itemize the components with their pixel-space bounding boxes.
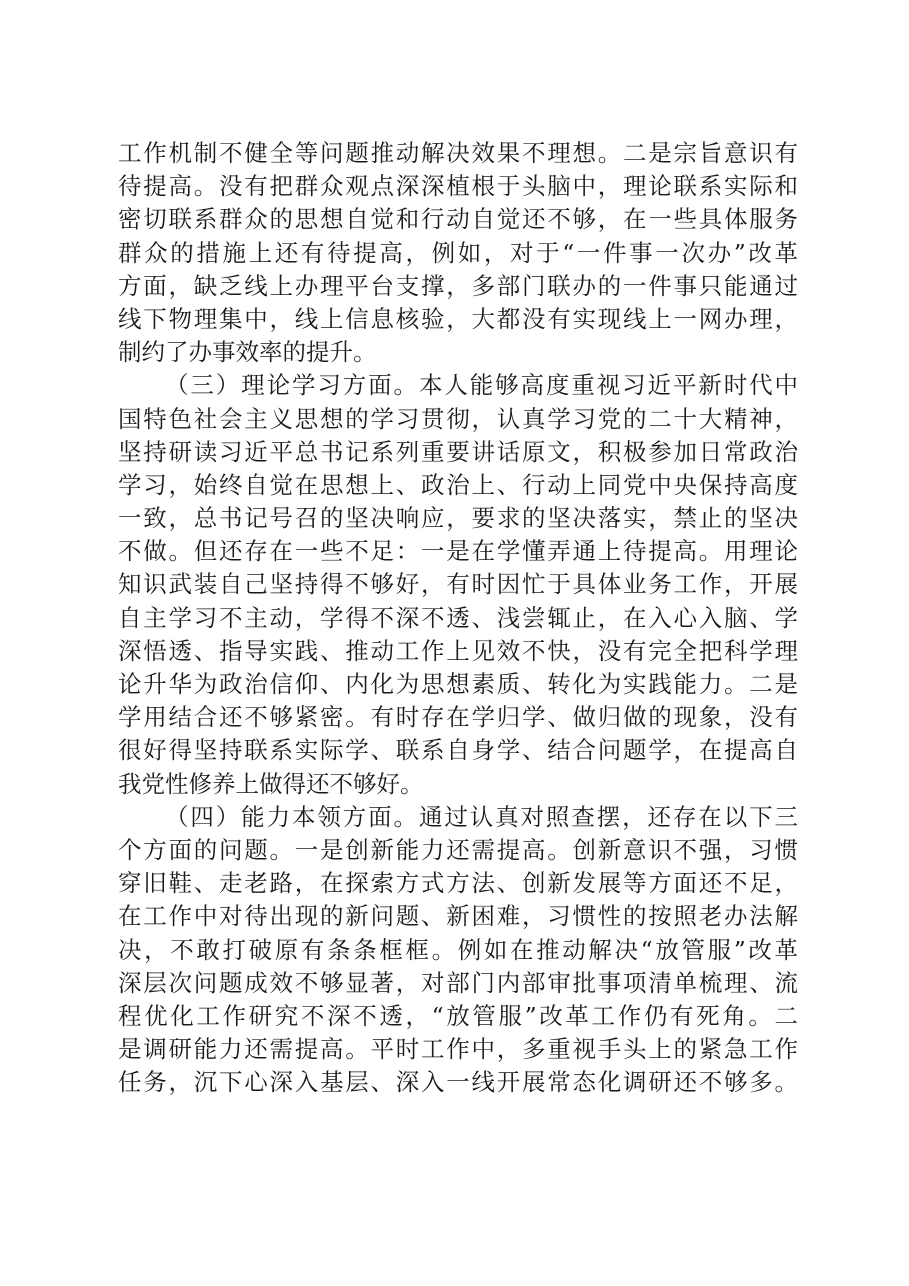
text-line: 学用结合还不够紧密。有时存在学归学、做归做的现象，没有: [118, 703, 798, 732]
text-line: 知识武装自己坚持得不够好，有时因忙于具体业务工作，开展: [118, 570, 798, 599]
paragraph-ability: [118, 801, 798, 1100]
text-line: 工作机制不健全等问题推动解决效果不理想。二是宗旨意识有: [118, 139, 798, 167]
text-line: 密切联系群众的思想自觉和行动自觉还不够，在一些具体服务: [118, 205, 798, 234]
text-line: 方面，缺乏线上办理平台支撑，多部门联办的一件事只能通过: [118, 271, 798, 300]
text-line: 一致，总书记号召的坚决响应，要求的坚决落实，禁止的坚决: [118, 504, 798, 533]
text-line: 是调研能力还需提高。平时工作中，多重视手头上的紧急工作: [118, 1035, 798, 1064]
text-line: 线下物理集中，线上信息核验，大都没有实现线上一网办理，: [118, 304, 798, 333]
text-line: 我党性修养上做得还不够好。: [118, 769, 424, 798]
text-line: （三）理论学习方面。本人能够高度重视习近平新时代中: [165, 371, 798, 400]
text-line: 制约了办事效率的提升。: [118, 338, 377, 367]
text-line: 个方面的问题。一是创新能力还需提高。创新意识不强，习惯: [118, 835, 798, 864]
text-line: 很好得坚持联系实际学、联系自身学、结合问题学，在提高自: [118, 736, 798, 765]
text-line: 论升华为政治信仰、内化为思想素质、转化为实践能力。二是: [118, 670, 798, 698]
text-line: 待提高。没有把群众观点深深植根于头脑中，理论联系实际和: [118, 172, 798, 201]
text-line: 穿旧鞋、走老路，在探索方式方法、创新发展等方面还不足，: [118, 869, 798, 898]
text-line: （四）能力本领方面。通过认真对照查摆，还存在以下三: [165, 802, 798, 831]
text-line: 不做。但还存在一些不足：一是在学懂弄通上待提高。用理论: [118, 537, 798, 566]
text-line: 群众的措施上还有待提高，例如，对于“一件事一次办”改革: [118, 238, 798, 267]
document-body: [118, 137, 798, 1099]
paragraph-theory-study: [118, 369, 798, 800]
text-line: 决，不敢打破原有条条框框。例如在推动解决“放管服”改革: [118, 935, 798, 964]
text-line: 程优化工作研究不深不透，“放管服”改革工作仍有死角。二: [118, 1001, 798, 1030]
text-line: 深悟透、指导实践、推动工作上见效不快，没有完全把科学理: [118, 636, 798, 665]
text-line: 在工作中对待出现的新问题、新困难，习惯性的按照老办法解: [118, 902, 798, 931]
text-line: 深层次问题成效不够显著，对部门内部审批事项清单梳理、流: [118, 968, 798, 997]
text-line: 任务，沉下心深入基层、深入一线开展常态化调研还不够多。: [118, 1068, 798, 1097]
text-line: 坚持研读习近平总书记系列重要讲话原文，积极参加日常政治: [118, 437, 798, 466]
text-line: 国特色社会主义思想的学习贯彻，认真学习党的二十大精神，: [118, 404, 798, 433]
text-line: 学习，始终自觉在思想上、政治上、行动上同党中央保持高度: [118, 470, 798, 499]
paragraph-continued: [118, 137, 798, 369]
text-line: 自主学习不主动，学得不深不透、浅尝辄止，在入心入脑、学: [118, 603, 798, 632]
